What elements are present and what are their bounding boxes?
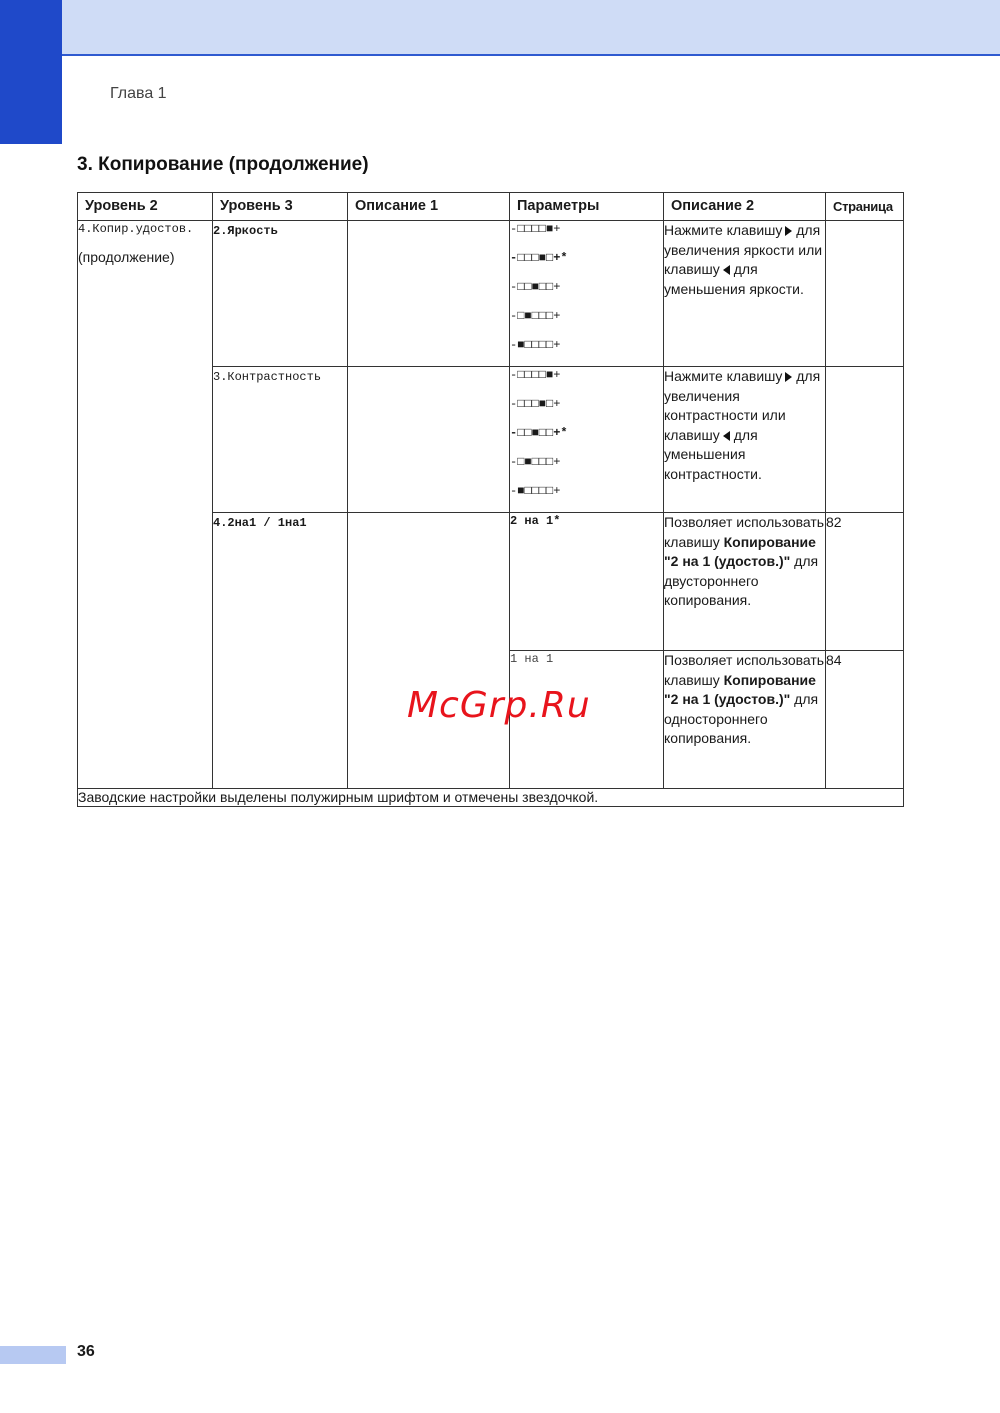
level3-2in1: 4.2на1 / 1на1 [213,516,307,530]
option-item: -■□□□□+ [510,338,561,352]
section-title: 3. Копирование (продолжение) [77,154,369,175]
desc2-cell [664,651,826,789]
page-cell: 84 [826,651,904,789]
desc-text: для увеличения контрастности или клавишу [664,368,821,443]
col-header-desc2: Описание 2 [664,193,826,221]
option-item: -■□□□□+ [510,484,561,498]
col-header-page: Страница [826,193,904,221]
level2-code: 4.Копир.удостов. [78,222,194,236]
params-cell [510,221,664,367]
desc-text: для уменьшения контрастности. [664,426,762,482]
right-arrow-icon [785,226,792,236]
option-item: -□■□□□+ [510,309,561,323]
desc2-cell [664,367,826,513]
footnote: Заводские настройки выделены полужирным шрифтом и отмечены звездочкой. [78,789,904,807]
desc-text: Нажмите клавишу [664,368,783,384]
level3-contrast: 3.Контрастность [213,370,322,384]
desc-bold-text: Копирование "2 на 1 (удостов.)" [664,671,816,707]
level2-cell [78,221,213,789]
level3-cell [213,221,348,367]
option-item: 2 на 1* [510,514,561,528]
level3-cell [213,367,348,513]
desc-text: для двустороннего копирования. [664,553,819,608]
desc-text: Позволяет использовать клавишу [664,514,825,550]
desc2-cell [664,513,826,651]
option-item: -□■□□□+ [510,455,561,469]
option-item: 1 на 1 [510,652,554,666]
params-cell [510,513,664,651]
table-row [78,221,904,367]
footnote-row [78,789,904,807]
option-item: -□□■□□+ [510,280,561,294]
level3-cell [213,513,348,789]
col-header-desc1: Описание 1 [348,193,510,221]
page-cell [826,221,904,367]
option-item: -□□□■□+ [510,397,561,411]
col-header-params: Параметры [510,193,664,221]
col-header-level3: Уровень 3 [213,193,348,221]
level3-brightness: 2.Яркость [213,224,278,238]
chapter-side-tab [0,0,62,144]
page-number: 36 [77,1343,95,1360]
option-item: -□□■□□+* [510,426,568,440]
right-arrow-icon [785,372,792,382]
desc2-cell [664,221,826,367]
table-header-row [78,193,904,221]
desc-bold-text: Копирование "2 на 1 (удостов.)" [664,533,816,569]
desc1-cell [348,513,510,789]
col-header-level2: Уровень 2 [78,193,213,221]
left-arrow-icon [723,265,730,275]
desc-text: для уменьшения яркости. [664,261,804,297]
option-item: -□□□□■+ [510,222,561,236]
desc-text: Позволяет использовать клавишу [664,652,825,688]
page-cell [826,367,904,513]
desc1-cell [348,221,510,367]
desc-text: Нажмите клавишу [664,222,783,238]
params-cell [510,367,664,513]
level2-continued: (продолжение) [78,249,175,265]
option-item: -□□□■□+* [510,251,568,265]
desc-text: для одностороннего копирования. [664,691,819,746]
desc1-cell [348,367,510,513]
chapter-label: Глава 1 [110,85,167,102]
header-band [62,0,1000,56]
left-arrow-icon [723,431,730,441]
page-cell: 82 [826,513,904,651]
watermark: McGrp.Ru [407,685,591,726]
desc-text: для увеличения яркости или клавишу [664,222,823,277]
option-item: -□□□□■+ [510,368,561,382]
footer-band [0,1346,66,1364]
